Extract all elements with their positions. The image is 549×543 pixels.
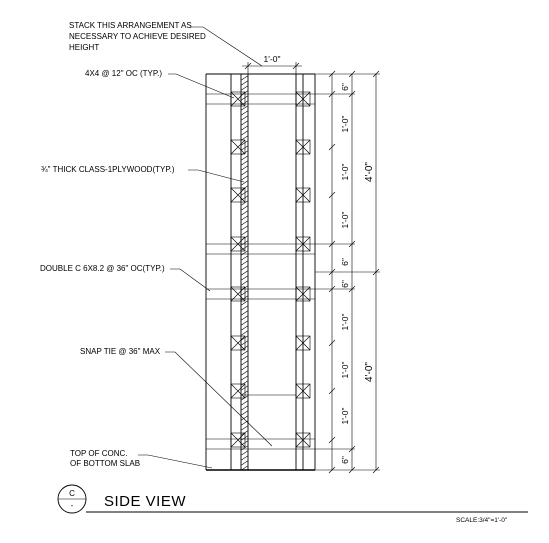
vertical-dimensions [315,71,380,473]
scale-note: SCALE:3/4"=1'-0" [456,517,508,524]
detail-letter: C [69,489,75,498]
note-channel: DOUBLE C 6X8.2 @ 36" OC(TYP.) [40,264,165,273]
dim-upper-1: 6" [340,83,350,91]
title-block [58,485,528,524]
note-slab-line2: OF BOTTOM SLAB [70,459,141,468]
dim-upper-total: 4'-0" [364,162,375,182]
note-post: 4X4 @ 12" OC (TYP.) [85,69,163,78]
dim-upper-4: 1'-0" [340,211,350,229]
detail-sheet: - [70,501,74,510]
dim-upper-2: 1'-0" [340,115,350,133]
dim-lower-total: 4'-0" [364,362,375,382]
width-dim-label: 1'-0" [263,54,281,64]
note-slab-line1: TOP OF CONC. [70,449,128,458]
dim-lower-5: 6" [340,456,350,464]
leader-plywood [188,170,244,182]
post-4x4 [231,336,245,350]
note-stack-line1: STACK THIS ARRANGEMENT AS [69,21,192,30]
width-dimension [242,54,302,74]
leader-snap-tie [165,352,272,446]
post-4x4 [231,433,245,447]
note-stack-line3: HEIGHT [69,43,100,52]
leader-slab [138,455,212,468]
post-4x4 [231,140,245,154]
formwork-assembly [206,74,315,470]
post-4x4 [231,384,245,398]
dim-lower-4: 1'-0" [340,407,350,425]
plywood-hatching [242,76,248,470]
dim-lower-3: 1'-0" [340,361,350,379]
note-snap-tie: SNAP TIE @ 36" MAX [80,347,161,356]
leader-post [168,74,234,98]
leader-channel [170,269,210,291]
dim-upper-5: 6" [340,258,350,266]
dim-lower-2: 1'-0" [340,313,350,331]
note-plywood: ¾" THICK CLASS-1PLYWOOD(TYP.) [41,165,175,174]
dim-lower-1: 6" [340,280,350,288]
dim-upper-3: 1'-0" [340,163,350,181]
view-title: SIDE VIEW [104,493,187,510]
post-4x4 [231,188,245,202]
note-stack-line2: NECESSARY TO ACHIEVE DESIRED [69,32,206,41]
